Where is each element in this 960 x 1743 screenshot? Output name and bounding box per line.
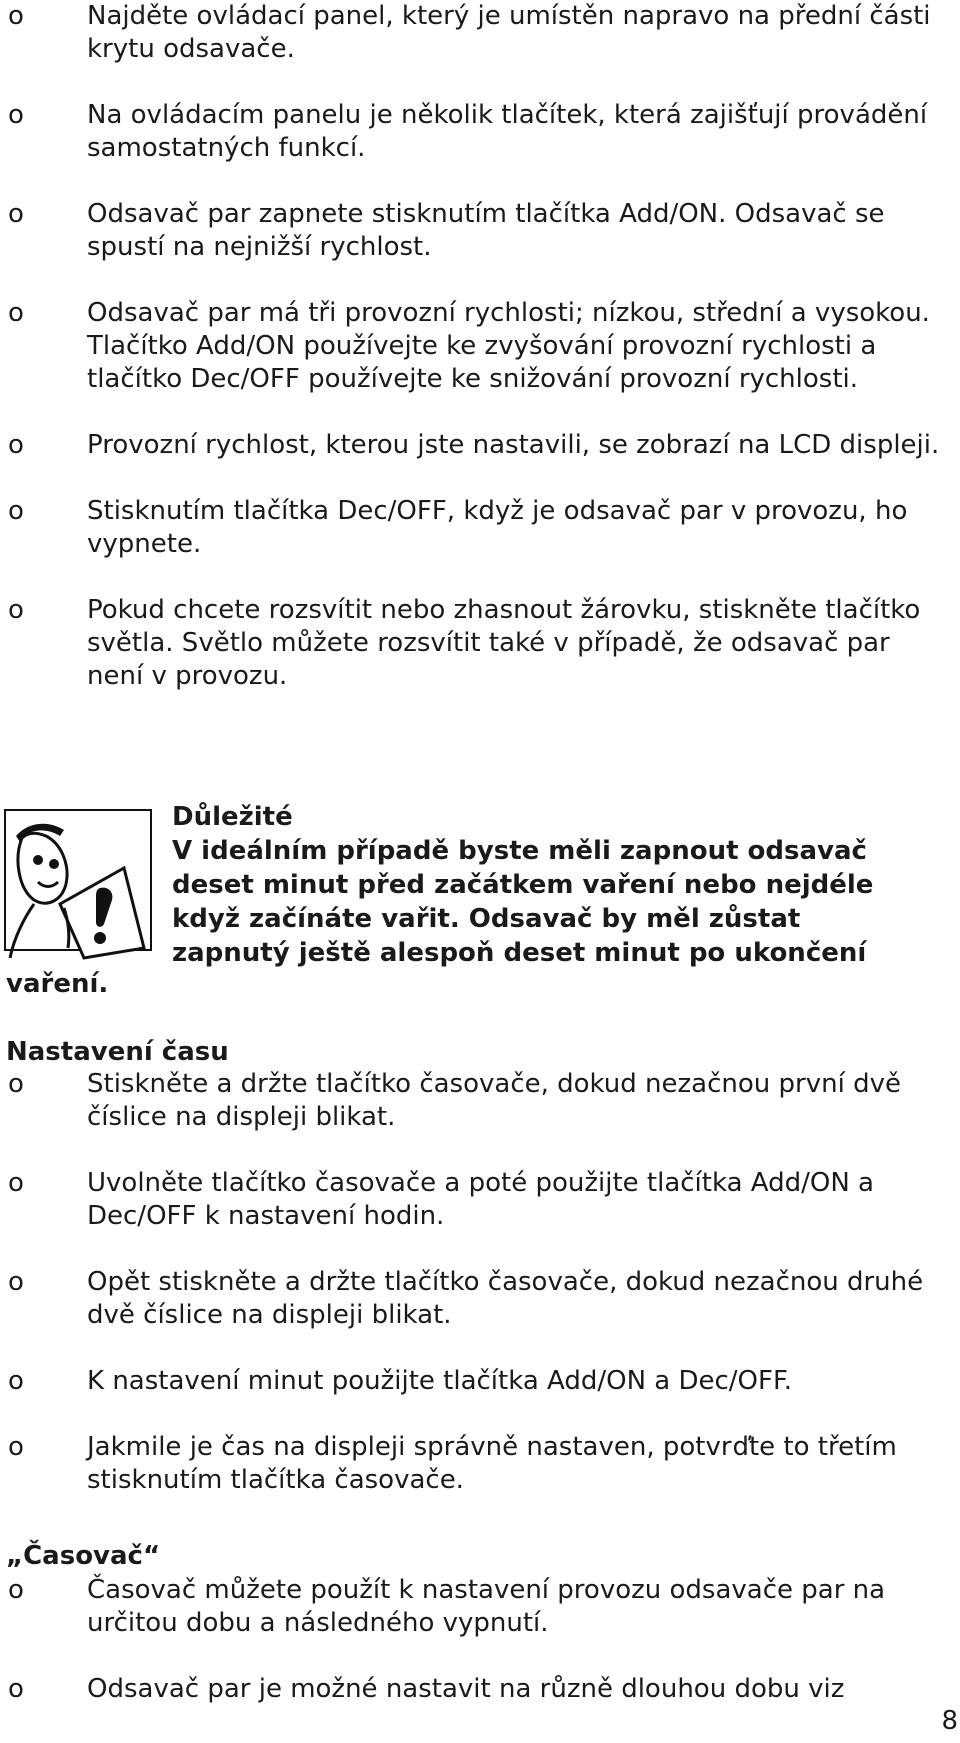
- list-item: [0, 0, 960, 66]
- bullet-marker: o: [8, 1069, 24, 1099]
- list-item-text: Uvolněte tlačítko časovače a poté použijte tlačítka Add/ON a Dec/OFF k nastavení hodin.: [87, 1168, 874, 1231]
- list-item: [0, 297, 960, 396]
- list-item-text: Stisknutím tlačítka Dec/OFF, když je odsavač par v provozu, ho vypnete.: [87, 496, 908, 559]
- list-item: [0, 429, 960, 462]
- list-item: [0, 1068, 960, 1134]
- bullet-marker: o: [8, 100, 24, 130]
- bullet-marker: o: [8, 496, 24, 526]
- section-heading-time-setting: Nastavení času: [6, 1037, 229, 1067]
- important-text-line: zapnutý ještě alespoň deset minut po ukončení: [172, 938, 867, 968]
- bullet-marker: o: [8, 298, 24, 328]
- list-item: [0, 99, 960, 165]
- list-item: [0, 1167, 960, 1233]
- list-item-text: Pokud chcete rozsvítit nebo zhasnout žárovku, stiskněte tlačítko světla. Světlo můžete rozsvítit také v případě, že odsavač par není v provozu.: [87, 595, 921, 691]
- bullet-marker: o: [8, 1168, 24, 1198]
- bullet-marker: o: [8, 595, 24, 625]
- bullet-marker: o: [8, 199, 24, 229]
- important-text-line: deset minut před začátkem vaření nebo nejdéle: [172, 870, 874, 900]
- bullet-marker: o: [8, 1366, 24, 1396]
- bullet-marker: o: [8, 1, 24, 31]
- list-item: [0, 1574, 960, 1640]
- list-item: [0, 1266, 960, 1332]
- important-title: Důležité: [172, 802, 293, 832]
- list-item-text: Provozní rychlost, kterou jste nastavili, se zobrazí na LCD displeji.: [87, 430, 940, 460]
- important-text-tail: vaření.: [6, 969, 109, 999]
- bullet-marker: o: [8, 430, 24, 460]
- list-item-text: Opět stiskněte a držte tlačítko časovače, dokud nezačnou druhé dvě číslice na displeji blikat.: [87, 1267, 924, 1330]
- list-item-text: Stiskněte a držte tlačítko časovače, dokud nezačnou první dvě číslice na displeji blikat.: [87, 1069, 901, 1132]
- list-item: [0, 198, 960, 264]
- list-item-text: Odsavač par zapnete stisknutím tlačítka Add/ON. Odsavač se spustí na nejnižší rychlost.: [87, 199, 885, 262]
- important-text-line: když začínáte vařit. Odsavač by měl zůstat: [172, 904, 801, 934]
- list-item: [0, 1365, 960, 1398]
- timer-list: [0, 1574, 960, 1706]
- important-text-line: V ideálním případě byste měli zapnout odsavač: [172, 836, 867, 866]
- list-item: [0, 1673, 960, 1706]
- important-notice: [172, 800, 932, 970]
- list-item-text: Najděte ovládací panel, který je umístěn napravo na přední části krytu odsavače.: [87, 1, 931, 64]
- page-number: 8: [941, 1706, 958, 1736]
- bullet-marker: o: [8, 1432, 24, 1462]
- time-setting-list: [0, 1068, 960, 1497]
- list-item-text: Časovač můžete použít k nastavení provozu odsavače par na určitou dobu a následného vypnutí.: [87, 1575, 886, 1638]
- operation-instructions-list: [0, 0, 960, 693]
- list-item: [0, 1431, 960, 1497]
- list-item-text: K nastavení minut použijte tlačítka Add/ON a Dec/OFF.: [87, 1366, 793, 1396]
- section-heading-timer: „Časovač“: [6, 1541, 161, 1571]
- list-item-text: Na ovládacím panelu je několik tlačítek, která zajišťují provádění samostatných funkcí.: [87, 100, 928, 163]
- bullet-marker: o: [8, 1575, 24, 1605]
- list-item: [0, 495, 960, 561]
- list-item-text: Odsavač par má tři provozní rychlosti; nízkou, střední a vysokou. Tlačítko Add/ON používejte ke zvyšování provozní rychlosti a tlačítko Dec/OFF používejte ke snižování provozní rychlosti.: [87, 298, 930, 394]
- bullet-marker: o: [8, 1674, 24, 1704]
- list-item-text: Jakmile je čas na displeji správně nastaven, potvrďte to třetím stisknutím tlačítka časovače.: [87, 1432, 897, 1495]
- warning-cartoon-icon: [4, 808, 152, 968]
- bullet-marker: o: [8, 1267, 24, 1297]
- list-item-text: Odsavač par je možné nastavit na různě dlouhou dobu viz: [87, 1674, 845, 1704]
- list-item: [0, 594, 960, 693]
